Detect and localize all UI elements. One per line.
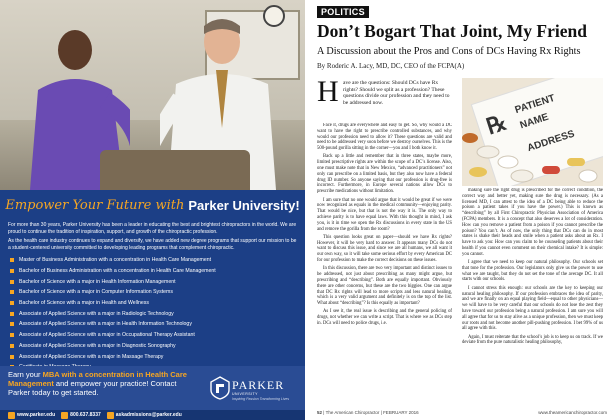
website-text: www.parker.edu: [17, 412, 56, 418]
ad-contact-bar: [0, 410, 305, 420]
mba-post: and empower your practice! Contact Parker today to get started.: [8, 379, 177, 397]
bullet-icon: [10, 258, 14, 262]
program-item: [10, 319, 300, 330]
article-paragraph: This question looks great on paper—should we have Rx rights? However, it will be very hard to answer. It appears many DCs do not want to discuss this issue, and since we are all humans, we all want it our own way, so it will take some serious effort by every American DC for our profession to make the correct decisions on these issues.: [317, 234, 452, 264]
article-paragraph: Again, I must reiterate that the school’s job is to keep us on track. If we deviate from the pure naturalistic healing philosophy,: [462, 334, 603, 346]
magazine-url: www.theamericanchiropractor.com: [538, 410, 607, 415]
article-paragraph: As I see it, the real issue is describing and the general policing of drugs, not whether we can write a script. That is where we as DCs step in. DCs will need to police drugs, i.e.: [317, 309, 452, 326]
ad-mba-callout: [0, 366, 305, 410]
drop-cap: H: [317, 75, 339, 108]
program-label: Associate of Applied Science with a major in Diagnostic Sonography: [19, 342, 176, 349]
prescription-photo: [462, 78, 603, 186]
article-headline: Don’t Bogart That Joint, My Friend: [317, 21, 587, 41]
program-item: [10, 308, 300, 319]
email-text: askadmissions@parker.edu: [115, 412, 182, 418]
program-item: [10, 276, 300, 287]
program-label: Bachelor of Science with a major in Health and Wellness: [19, 300, 149, 307]
program-list: [10, 255, 300, 373]
article-paragraph: I cannot stress this enough: our schools are the key to keeping our natural healing philosophy. If our profession embraces the idea of parity, and we are finally on an equal playing field—equal to other physicians—we will have to be very careful that our schools do not lose the zest they have toward our profession being a natural profession. I am sure you will all agree that for us to stay alive as a unique profession, then we must keep our roots and not become another pill-pushing profession. I bet 99% of us all agree with this.: [462, 285, 603, 332]
bullet-icon: [10, 280, 14, 284]
logo-sub: UNIVERSITY: [232, 392, 259, 396]
issue-date: FEBRUARY 2016: [383, 410, 419, 415]
mba-highlight: MBA with a concentration in Health Care Management: [8, 370, 187, 388]
program-item: [10, 287, 300, 298]
article-column-right: [462, 188, 603, 408]
article-page: [305, 0, 610, 420]
mba-text: [8, 370, 198, 397]
bullet-icon: [10, 290, 14, 294]
program-item: [10, 255, 300, 266]
rx-label-address: ADDRESS: [526, 128, 576, 155]
program-item: [10, 351, 300, 362]
bullet-icon: [10, 355, 14, 359]
ad-intro-p2: As the health care industry continues to expand and diversify, we have added new degree programs that support our mission to be a student-centered university committed to developing leading programs that complement chiropractic.: [8, 238, 297, 251]
globe-icon: [8, 412, 15, 419]
program-label: Associate of Applied Science with a major in Massage Therapy: [19, 353, 164, 360]
contact-website[interactable]: [8, 412, 55, 419]
program-item: [10, 330, 300, 341]
article-paragraph: Back up a little and remember that in three states, maybe more, limited prescriptive rights are within the scope of a DC’s license. Also, one must make note that in New Mexico, “advanced practitioners” not only can prescribe on a limited basis, but they also now have a federal drug ID number. So anyone saying that our profession is drug-free is incorrect. Furthermore, in Europe several nations allow DCs to prescribe medications without limitation.: [317, 154, 452, 195]
article-paragraph: making sure the right drug is prescribed for the correct condition, the correct way and better yet, making sure the drug is necessary. (As a licensed MD, I can attest to the idea of a DC being able to reduce the poison a patient takes if you have the power.) This is known as “describing” by all First Chiropractic Physician Association of America (FCPA) members. It is a concept that also deserves a lot of consideration. How can you remove a patient from a poison if you cannot prescribe the poison? You can’t. As of now, the only thing that DCs can do in most states is shake their heads and smile when a patient asks about an Rx. I have to ask you: How can you claim to be counseling patients about their health if you cannot even comment on their chemical intake? It is simple: you cannot.: [462, 188, 603, 257]
banner-brand: Parker University!: [188, 197, 300, 213]
article-paragraph: Face it, drugs are everywhere and easy to get. So, why would a DC want to have the right to prescribe controlled substances, and why would our profession need to allow it? These questions are valid and need to be addressed very soon before we destroy ourselves. This is the 500-pound gorilla sitting in the corner—you and I both know it.: [317, 123, 452, 152]
bullet-icon: [10, 312, 14, 316]
article-intro: ave are the questions: Should DCs have Rx rights? Should we split as a profession? These questions divide our profession and they need to be addressed now.: [343, 80, 450, 106]
logo-tagline: Inspiring Passion Transforming Lives: [232, 397, 290, 401]
program-item: [10, 266, 300, 277]
phone-text: 800.637.8337: [70, 412, 101, 418]
parker-crest-icon: [210, 376, 230, 400]
ad-photo: [0, 0, 305, 190]
phone-icon: [61, 412, 68, 419]
section-tag: POLITICS: [317, 6, 369, 18]
program-label: Master of Business Administration with a concentration in Health Care Management: [19, 257, 212, 264]
program-label: Bachelor of Business Administration with a concentration in Health Care Management: [19, 268, 216, 275]
article-paragraph: I agree that we need to keep our natural philosophy. Our schools set that tone for the profession. Our legislators only give us the power to use what we are taught, but they do not set the tone of the average DC. It all starts with our schools.: [462, 260, 603, 283]
pills-prescription-image: [462, 78, 603, 186]
program-label: Associate of Applied Science with a major in Health Information Technology: [19, 321, 192, 328]
rx-label-name: NAME: [518, 111, 551, 132]
bullet-icon: [10, 322, 14, 326]
logo-word: PARKER: [232, 378, 285, 392]
mba-pre: Earn your: [8, 370, 43, 379]
program-item: [10, 341, 300, 352]
program-label: Bachelor of Science with a major in Computer Information Systems: [19, 289, 173, 296]
page-footer: 52 | The American Chiropractor | FEBRUARY 2016 www.theamericanchiropractor.com: [317, 410, 607, 415]
article-paragraph: In this discussion, there are two very important and distinct issues to be addressed, not just about prescribing as many might argue, but prescribing and “describing”. Both are equally important. Obviously there are other concerns, but these are the two biggies. One can argue that DC Rx rights will lead to more scripts and less natural healing, which is a very valid argument and definitely is on the top of the list. What about “describing”? Is this equally as important?: [317, 266, 452, 307]
program-label: Associate of Applied Science with a major in Occupational Therapy Assistant: [19, 332, 195, 339]
ad-intro: [8, 222, 300, 254]
bullet-icon: [10, 269, 14, 273]
banner-script: Empower Your Future with: [5, 197, 185, 213]
page-number: 52: [317, 410, 323, 415]
bullet-icon: [10, 344, 14, 348]
contact-email[interactable]: [107, 412, 182, 419]
program-item: [10, 298, 300, 309]
bullet-icon: [10, 333, 14, 337]
article-paragraph: I am sure that no one would argue that it would be great if we were now recognized as equals in the medical community—enjoying parity. That would be nice, but that is not the way it is. The only way to achieve parity is to have equal laws. With this thought in mind, I ask you, is it in time we open the Rx discussions in every state in the US and remove the gorilla from the room?: [317, 197, 452, 232]
contact-phone[interactable]: [61, 412, 101, 419]
program-label: Associate of Applied Science with a major in Radiologic Technology: [19, 310, 174, 317]
article-column-left: [317, 123, 452, 408]
ad-intro-p1: For more than 30 years, Parker University has been a leader in educating the best and brightest chiropractors in the world. We are proud to continue the tradition of inspiration, support, and growth of the chiropractic profession.: [8, 222, 297, 235]
magazine-name: The American Chiropractor: [325, 410, 380, 415]
email-icon: [107, 412, 114, 419]
svg-text:℞: ℞: [483, 109, 510, 140]
program-label: Bachelor of Science with a major in Health Information Management: [19, 278, 176, 285]
adjusting-table: [100, 150, 250, 190]
article-subhead: A Discussion about the Pros and Cons of DCs Having Rx Rights: [317, 46, 581, 57]
ad-banner: [0, 190, 305, 220]
bullet-icon: [10, 301, 14, 305]
rx-label-patient: PATIENT: [513, 92, 557, 117]
article-byline: By Roderic A. Lacy, MD, DC, CEO of the FCPA(A): [317, 62, 465, 70]
